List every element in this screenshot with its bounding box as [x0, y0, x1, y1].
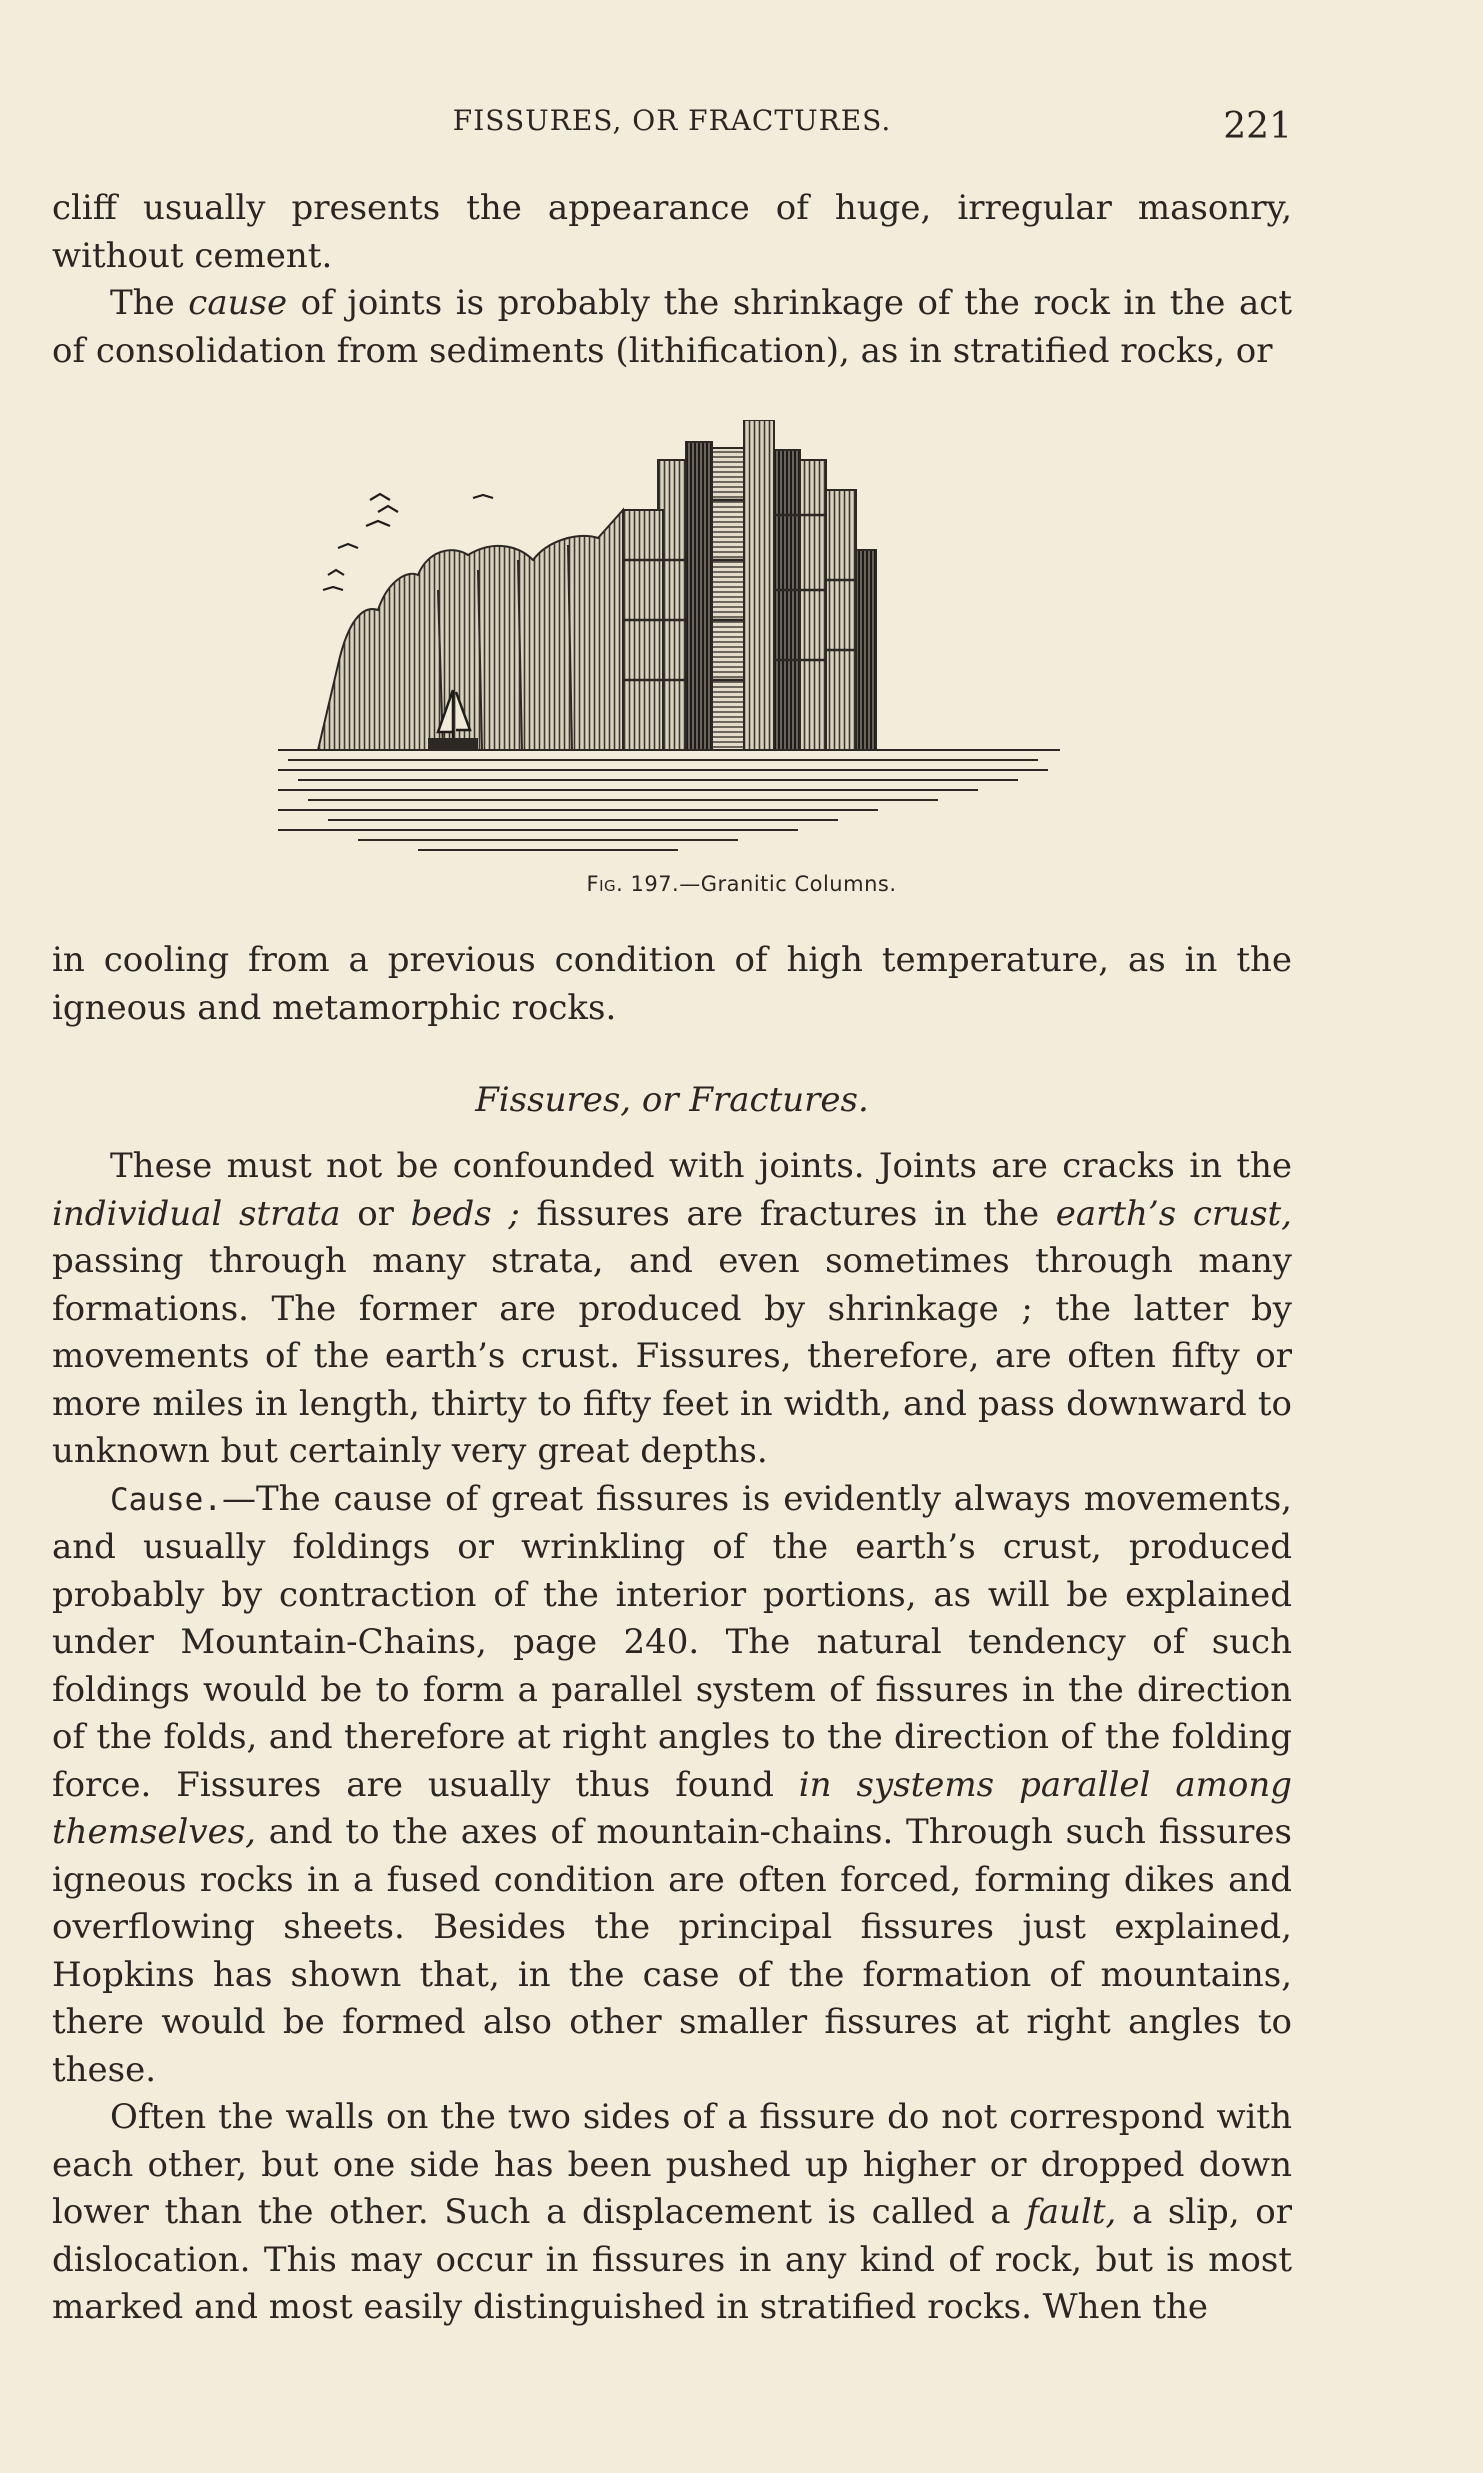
paragraph-cause: [52, 1476, 1292, 2095]
paragraph-cliff: [52, 185, 1292, 280]
granitic-columns-illustration: [278, 420, 1060, 860]
emphasis: individual strata: [52, 1193, 341, 1234]
section-fissures-body: [52, 1143, 1292, 2332]
text-run: or: [340, 1193, 411, 1234]
text-run: cliff usually presents the appearance of huge, irregular masonry, without cement.: [52, 188, 1292, 276]
figure-caption: [0, 872, 1483, 896]
figure-label: Fig. 197.: [586, 872, 680, 896]
figure-granitic-columns: [278, 420, 1060, 860]
text-run: a slip, or dislocation. This may occur in fissures in any kind of rock, but is most marked and most easily distinguished in stratified rocks. When the: [52, 2192, 1292, 2327]
text-run: of joints is probably the shrinkage of the rock in the act of consolidation from sediments (lithification), as in stratified rocks, or: [52, 283, 1292, 371]
emphasis: cause: [188, 283, 288, 323]
paragraph-cause-of-joints: [52, 280, 1292, 375]
emphasis: fault,: [1026, 2192, 1117, 2232]
paragraph-after-figure: [52, 937, 1292, 1032]
text-run: —The cause of great fissures is evidently always movements, and usually foldings or wrinkling of the earth’s crust, produced probably by contraction of the interior portions, as will be explained under Mountain-Chains, page 240. The natural tendency of such foldings would be to form a parallel system of fissures in the direction of the folds, and therefore at right angles to the direction of the folding force. Fissures are usually thus found: [52, 1478, 1292, 1805]
text-run: These must not be confounded with joints. Joints are cracks in the: [110, 1146, 1292, 1186]
section-heading: Fissures, or Fractures.: [475, 1080, 869, 1120]
page-number: 221: [1223, 106, 1292, 147]
text-run: fissures are fractures in the: [519, 1193, 1056, 1234]
paragraph-lead: Cause.: [110, 1481, 222, 1518]
text-run: Often the walls on the two sides of a fissure do not correspond with each other, but one side has been pushed up higher or dropped down lower than the other. Such a displacement is called a: [52, 2097, 1292, 2232]
running-title: FISSURES, OR FRACTURES.: [452, 104, 892, 137]
text-run: The: [110, 283, 189, 323]
text-run: and to the axes of mountain-chains. Through such fissures igneous rocks in a fused condition are often forced, forming dikes and overflowing sheets. Besides the principal fissures just explained, Hopkins has shown that, in the case of the formation of mountains, there would be formed also other smaller fissures at right angles to these.: [52, 1812, 1292, 2090]
text-run: in cooling from a previous condition of high temperature, as in the igneous and metamorphic rocks.: [52, 940, 1292, 1028]
emphasis: earth’s crust,: [1055, 1193, 1292, 1234]
emphasis: in systems parallel among themselves,: [52, 1764, 1292, 1852]
paragraph-fissures: [52, 1143, 1292, 1476]
emphasis: beds ;: [410, 1193, 520, 1234]
page-header: [52, 100, 1292, 156]
paragraph-fault: [52, 2094, 1292, 2332]
figure-caption-text: —Granitic Columns.: [679, 872, 897, 896]
text-run: passing through many strata, and even sometimes through many formations. The former are produced by shrinkage ; the latter by movements of the earth’s crust. Fissures, therefore, are often fifty or more miles in length, thirty to fifty feet in width, and pass downward to unknown but certainly very great depths.: [52, 1241, 1292, 1471]
paragraph-joints-cause: [52, 185, 1292, 375]
